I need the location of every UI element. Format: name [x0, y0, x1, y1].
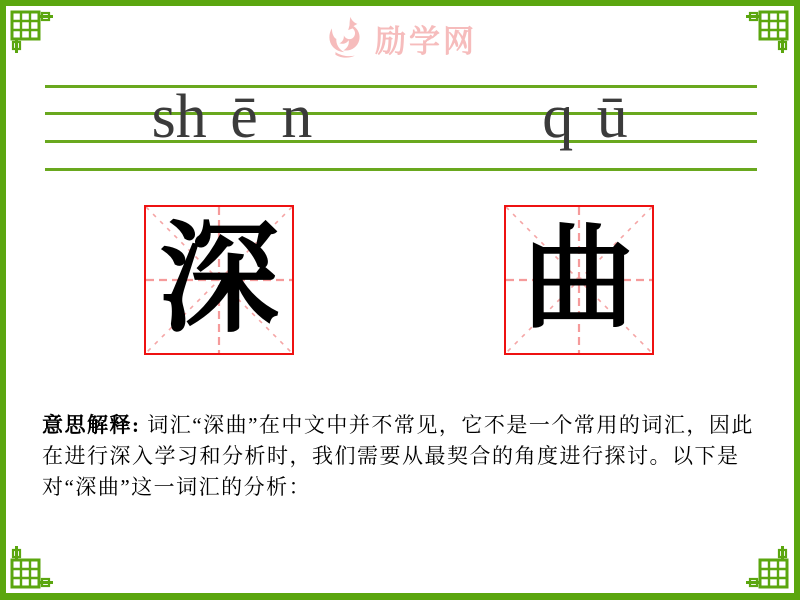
logo-text: 励学网: [375, 23, 477, 59]
character-box-qu: [504, 205, 654, 355]
explanation-text: [42, 410, 764, 503]
pinyin-shen: sh ē n: [151, 83, 313, 151]
site-logo: [0, 12, 800, 64]
hanzi-qu: 曲: [523, 218, 635, 342]
explanation-label: 意思解释:: [42, 413, 141, 437]
corner-ornament-icon: [8, 545, 54, 591]
pinyin-qu: q ū: [542, 83, 628, 151]
hanzi-shen: 深: [159, 213, 279, 346]
pinyin-guide-line: [45, 168, 757, 171]
frame-border-bottom: [0, 593, 800, 600]
frame-border-right: [794, 0, 800, 600]
logo-fox-icon: [323, 16, 369, 60]
character-box-shen: [144, 205, 294, 355]
frame-border-left: [0, 0, 6, 600]
corner-ornament-icon: [745, 545, 791, 591]
frame-border-top: [0, 0, 800, 6]
explanation-body: 词汇“深曲”在中文中并不常见，它不是一个常用的词汇，因此在进行深入学习和分析时，我们需要从最契合的角度进行探讨。以下是对“深曲”这一词汇的分析：: [42, 413, 754, 499]
